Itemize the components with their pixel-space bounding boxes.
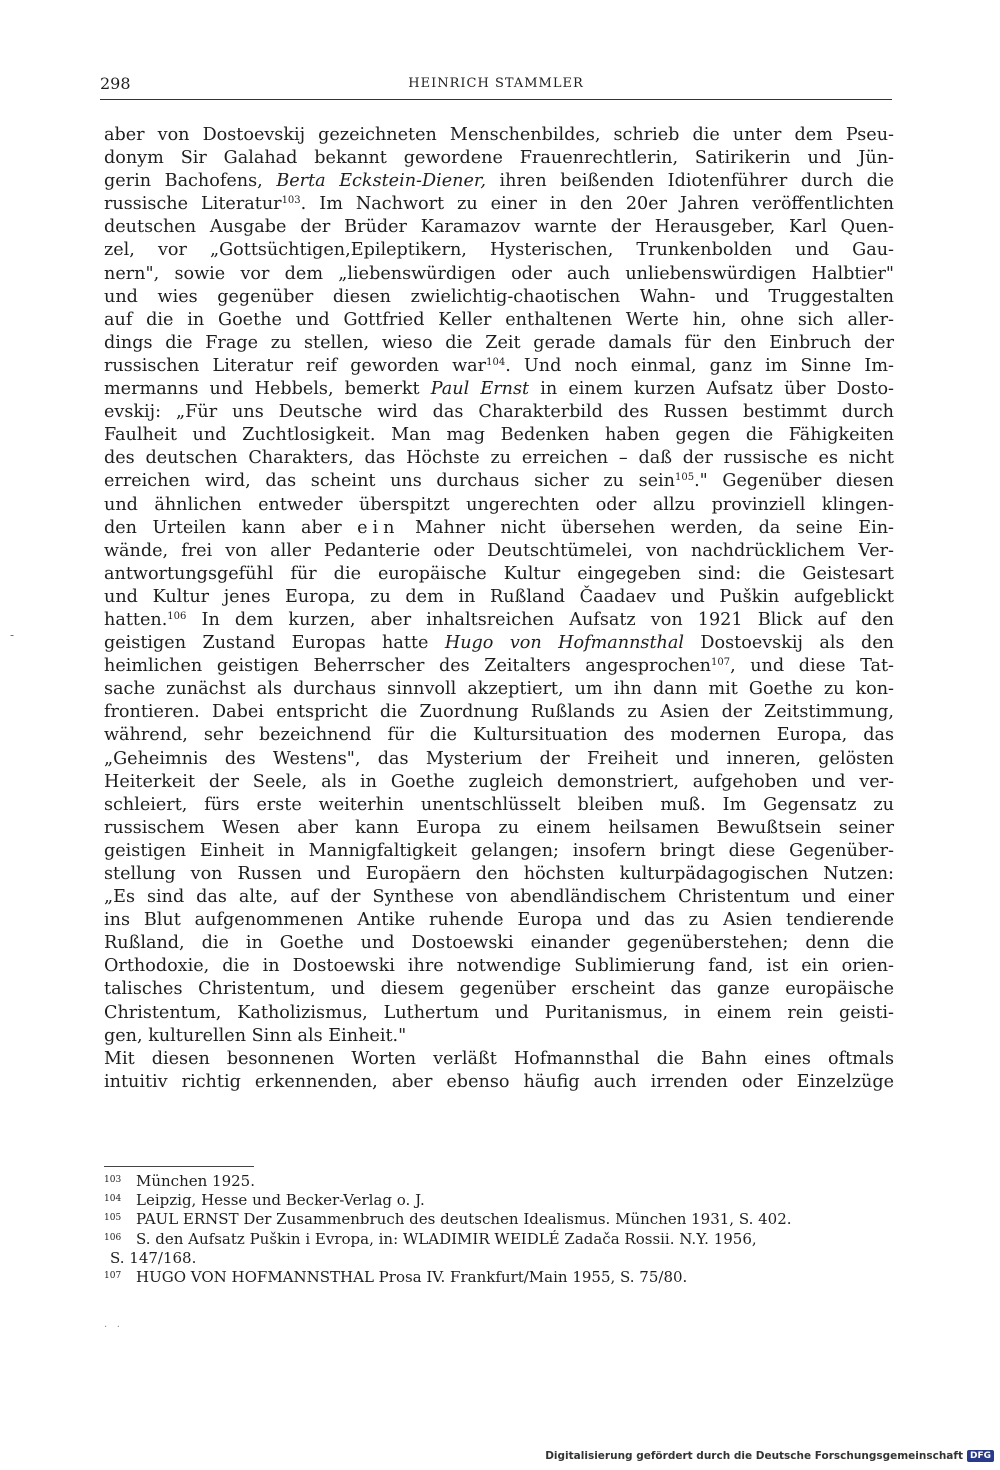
text-line: wände, frei von aller Pedanterie oder Deutschtümelei, von nachdrücklichem Ver-: [104, 540, 894, 561]
footnote-text: S. 147/168.: [110, 1248, 197, 1267]
footnote: 107 HUGO VON HOFMANNSTHAL Prosa IV. Frankfurt/Main 1955, S. 75/80.: [104, 1267, 688, 1286]
text-line: des deutschen Charakters, das Höchste zu erreichen – daß der russische es nicht: [104, 448, 894, 469]
text-line: stellung von Russen und Europäern den höchsten kulturpädagogischen Nutzen:: [104, 864, 894, 884]
text-line: auf die in Goethe und Gottfried Keller enthaltenen Werte hin, ohne sich aller-: [104, 309, 894, 330]
footnote: 105 PAUL ERNST Der Zusammenbruch des deutschen Idealismus. München 1931, S. 402.: [104, 1210, 792, 1229]
text-line: und wies gegenüber diesen zwielichtig-chaotischen Wahn- und Truggestalten: [104, 286, 894, 307]
text-line: dings die Frage zu stellen, wieso die Zeit gerade damals für den Einbruch der: [104, 332, 894, 353]
text-line: nern", sowie vor dem „liebenswürdigen oder auch unliebenswürdigen Halbtier": [104, 263, 894, 284]
footnote-text: HUGO VON HOFMANNSTHAL Prosa IV. Frankfurt/Main 1955, S. 75/80.: [136, 1267, 688, 1286]
footnote-ref[interactable]: 105: [675, 472, 695, 484]
text-line: deutschen Ausgabe der Brüder Karamazov warnte der Herausgeber, Karl Quen-: [104, 217, 894, 238]
text-line: und ähnlichen entweder überspitzt ungerechten oder allzu provinziell klingen-: [104, 494, 894, 515]
body-text: [104, 124, 894, 1094]
italic-name: Hugo von Hofmannsthal: [444, 633, 684, 654]
spaced-emphasis: ein: [357, 517, 400, 538]
header-rule: [100, 99, 892, 100]
text-line: Mit diesen besonnenen Worten verläßt Hofmannsthal die Bahn eines oftmals: [104, 1048, 894, 1069]
scan-mark: · ·: [104, 1322, 120, 1333]
footnote-text: Leipzig, Hesse und Becker-Verlag o. J.: [136, 1191, 425, 1210]
text-line: russische Literatur$^{103}$. Im Nachwort zu einer in den 20er Jahren veröffentlichten: [104, 194, 894, 215]
footnote-text: PAUL ERNST Der Zusammenbruch des deutschen Idealismus. München 1931, S. 402.: [136, 1210, 792, 1229]
text-line: den Urteilen kann aber ein Mahner nicht übersehen werden, da seine Ein-: [104, 517, 894, 538]
text-line: Christentum, Katholizismus, Luthertum und Puritanismus, in einem rein geisti-: [104, 1002, 894, 1023]
footnote-text: München 1925.: [136, 1172, 255, 1190]
footnote: 106 S. den Aufsatz Puškin i Evropa, in: WLADIMIR WEIDLÉ Zadača Rossii. N.Y. 1956,: [104, 1229, 757, 1248]
text-line: donym Sir Galahad bekannt gewordene Frauenrechtlerin, Satirikerin und Jün-: [104, 148, 894, 169]
text-line: russischem Wesen aber kann Europa zu einem heilsamen Bewußtsein seiner: [104, 817, 894, 838]
footnote-ref[interactable]: 103: [281, 195, 301, 207]
page-number: 298: [100, 74, 131, 93]
text-line: frontieren. Dabei entspricht die Zuordnung Rußlands zu Asien der Zeitstimmung,: [104, 702, 894, 723]
text-line: Orthodoxie, die in Dostoewski ihre notwendige Sublimierung fand, ist ein orien-: [104, 956, 894, 977]
text-line: geistigen Einheit in Mannigfaltigkeit gelangen; insofern bringt diese Gegenüber-: [104, 840, 894, 861]
text-line: ins Blut aufgenommenen Antike ruhende Europa und das zu Asien tendierende: [104, 910, 894, 931]
footnote: 104 Leipzig, Hesse und Becker-Verlag o. J.: [104, 1191, 425, 1210]
text-line: antwortungsgefühl für die europäische Kultur eingegeben sind: die Geistesart: [104, 563, 894, 584]
running-head: HEINRICH STAMMLER: [408, 76, 584, 91]
footnote-ref[interactable]: 107: [710, 657, 731, 669]
text-line: talisches Christentum, und diesem gegenüber erscheint das ganze europäische: [104, 979, 894, 1000]
text-line: mermanns und Hebbels, bemerkt Paul Ernst in einem kurzen Aufsatz über Dosto-: [104, 379, 894, 400]
footnote-rule: [104, 1166, 254, 1167]
text-line: „Es sind das alte, auf der Synthese von abendländischem Christentum und einer: [104, 887, 894, 908]
text-line: „Geheimnis des Westens", das Mysterium der Freiheit und inneren, gelösten: [104, 748, 894, 769]
text-line: und Kultur jenes Europa, zu dem in Rußland Čaadaev und Puškin aufgeblickt: [104, 586, 894, 607]
text-line: intuitiv richtig erkennenden, aber ebenso häufig auch irrenden oder Einzelzüge: [104, 1071, 894, 1092]
text-line: schleiert, fürs erste weiterhin unentschlüsselt bleiben muß. Im Gegensatz zu: [104, 794, 894, 815]
dfg-logo: DFG: [967, 1450, 994, 1462]
footnote-continuation: [104, 1249, 894, 1268]
text-line: gen, kulturellen Sinn als Einheit.": [104, 1025, 407, 1046]
text-line: aber von Dostoevskij gezeichneten Menschenbildes, schrieb die unter dem Pseu-: [104, 125, 894, 145]
digitization-footer: [545, 1450, 994, 1462]
footnotes: [104, 1172, 894, 1287]
text-line: Heiterkeit der Seele, als in Goethe zugleich demonstriert, aufgehoben und ver-: [104, 771, 894, 792]
page-header: [100, 74, 892, 98]
margin-mark: -: [10, 628, 15, 642]
text-line: erreichen wird, das scheint uns durchaus sicher zu sein$^{105}$." Gegenüber diesen: [104, 471, 894, 492]
italic-name: Paul Ernst: [430, 379, 530, 400]
footnote-text: S. den Aufsatz Puškin i Evropa, in: WLADIMIR WEIDLÉ Zadača Rossii. N.Y. 1956,: [136, 1229, 757, 1248]
footnote-ref[interactable]: 106: [167, 610, 187, 622]
text-line: sache zunächst als durchaus sinnvoll akzeptiert, um ihn dann mit Goethe zu kon-: [104, 679, 894, 700]
text-line: während, sehr bezeichnend für die Kultursituation des modernen Europa, das: [104, 725, 894, 746]
text-line: Faulheit und Zuchtlosigkeit. Man mag Bedenken haben gegen die Fähigkeiten: [104, 425, 894, 446]
text-line: evskij: „Für uns Deutsche wird das Charakterbild des Russen bestimmt durch: [104, 402, 894, 423]
text-line: Rußland, die in Goethe und Dostoewski einander gegenüberstehen; denn die: [104, 933, 894, 954]
footnote: 103 München 1925.: [104, 1172, 255, 1190]
italic-name: Berta Eckstein-Diener,: [276, 171, 486, 192]
footnote-ref[interactable]: 104: [486, 356, 506, 368]
text-line: geistigen Zustand Europas hatte Hugo von Hofmannsthal Dostoevskij als den: [104, 633, 894, 654]
text-line: zel, vor „Gottsüchtigen,Epileptikern, Hysterischen, Trunkenbolden und Gau-: [104, 240, 894, 261]
footer-text: Digitalisierung gefördert durch die Deutsche Forschungsgemeinschaft: [545, 1450, 963, 1462]
text-line: gerin Bachofens, Berta Eckstein-Diener, ihren beißenden Idiotenführer durch die: [104, 171, 894, 192]
text-line: heimlichen geistigen Beherrscher des Zeitalters angesprochen$^{107}$, und diese Tat-: [104, 656, 894, 677]
text-line: russischen Literatur reif geworden war$^{104}$. Und noch einmal, ganz im Sinne Im-: [104, 355, 895, 376]
text-line: hatten.$^{106}$ In dem kurzen, aber inhaltsreichen Aufsatz von 1921 Blick auf den: [104, 609, 894, 630]
